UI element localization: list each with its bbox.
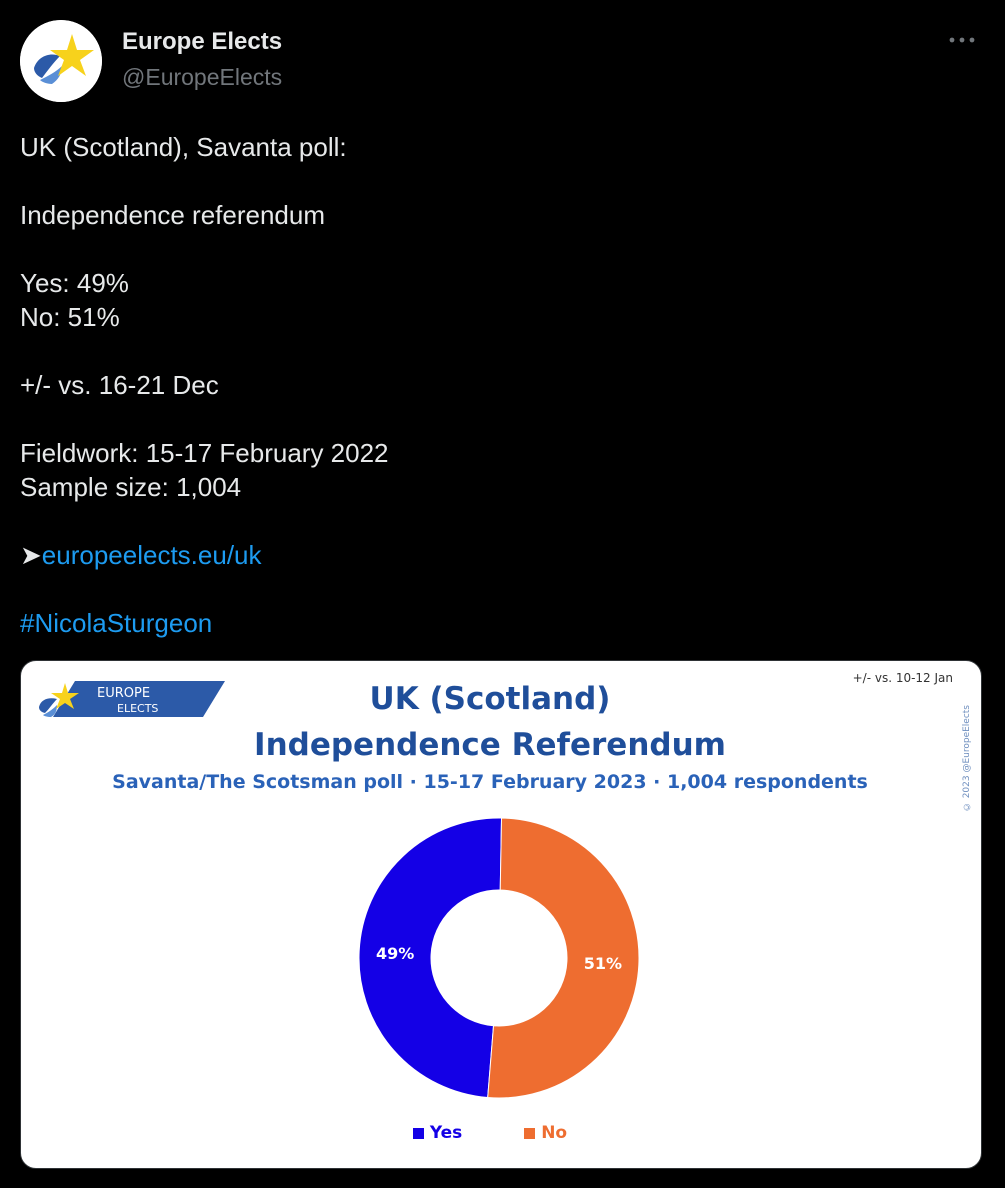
tweet-line: +/- vs. 16-21 Dec	[20, 370, 219, 400]
chart-title: UK (Scotland)	[369, 681, 611, 717]
arrow-icon: ➤	[20, 540, 42, 570]
chart-image	[25, 665, 975, 1162]
tweet-line: Independence referendum	[20, 200, 326, 230]
avatar[interactable]	[20, 20, 102, 102]
data-label-no: 51%	[583, 954, 623, 974]
tweet-line	[20, 334, 980, 368]
more-options-button[interactable]	[947, 30, 977, 50]
tweet-line	[20, 232, 980, 266]
chart-legend	[25, 1123, 955, 1143]
more-horizontal-icon	[947, 30, 977, 50]
tweet-line: No: 51%	[20, 302, 120, 332]
legend-swatch-yes	[413, 1128, 424, 1139]
tweet-line	[20, 164, 980, 198]
europe-elects-logo-icon	[20, 20, 102, 102]
copyright-text: © 2023 @EuropeElects	[962, 705, 972, 812]
tweet-header	[20, 20, 985, 104]
legend-label-no: No	[541, 1123, 568, 1143]
tweet-body	[20, 130, 980, 640]
comparison-note: +/- vs. 10-12 Jan	[852, 671, 953, 685]
donut-chart	[25, 665, 975, 1115]
chart-title-line-2: Independence Referendum	[254, 727, 726, 763]
europeelects-link[interactable]: europeelects.eu/uk	[41, 540, 262, 570]
legend-item-no	[524, 1123, 567, 1143]
tweet-line: Fieldwork: 15-17 February 2022	[20, 438, 389, 468]
tweet-line: Sample size: 1,004	[20, 472, 242, 502]
author-handle[interactable]: @EuropeElects	[122, 64, 283, 90]
media-card[interactable]	[20, 660, 982, 1169]
tweet-line	[20, 504, 980, 538]
logo-text-europe: EUROPE	[97, 686, 151, 701]
hashtag-line	[20, 606, 980, 640]
logo-text-elects: ELECTS	[117, 702, 159, 715]
spacer	[20, 572, 980, 606]
author-name[interactable]: Europe Elects	[122, 28, 283, 55]
hashtag-link[interactable]: #NicolaSturgeon	[20, 608, 213, 638]
legend-item-yes	[413, 1123, 462, 1143]
tweet-line: UK (Scotland), Savanta poll:	[20, 132, 347, 162]
link-line	[20, 538, 980, 572]
tweet-line: Yes: 49%	[20, 268, 129, 298]
legend-label-yes: Yes	[429, 1123, 463, 1143]
tweet-line	[20, 402, 980, 436]
data-label-yes: 49%	[375, 943, 415, 963]
legend-swatch-no	[524, 1128, 535, 1139]
chart-subtitle: Savanta/The Scotsman poll · 15-17 February 2023 · 1,004 respondents	[112, 771, 868, 793]
